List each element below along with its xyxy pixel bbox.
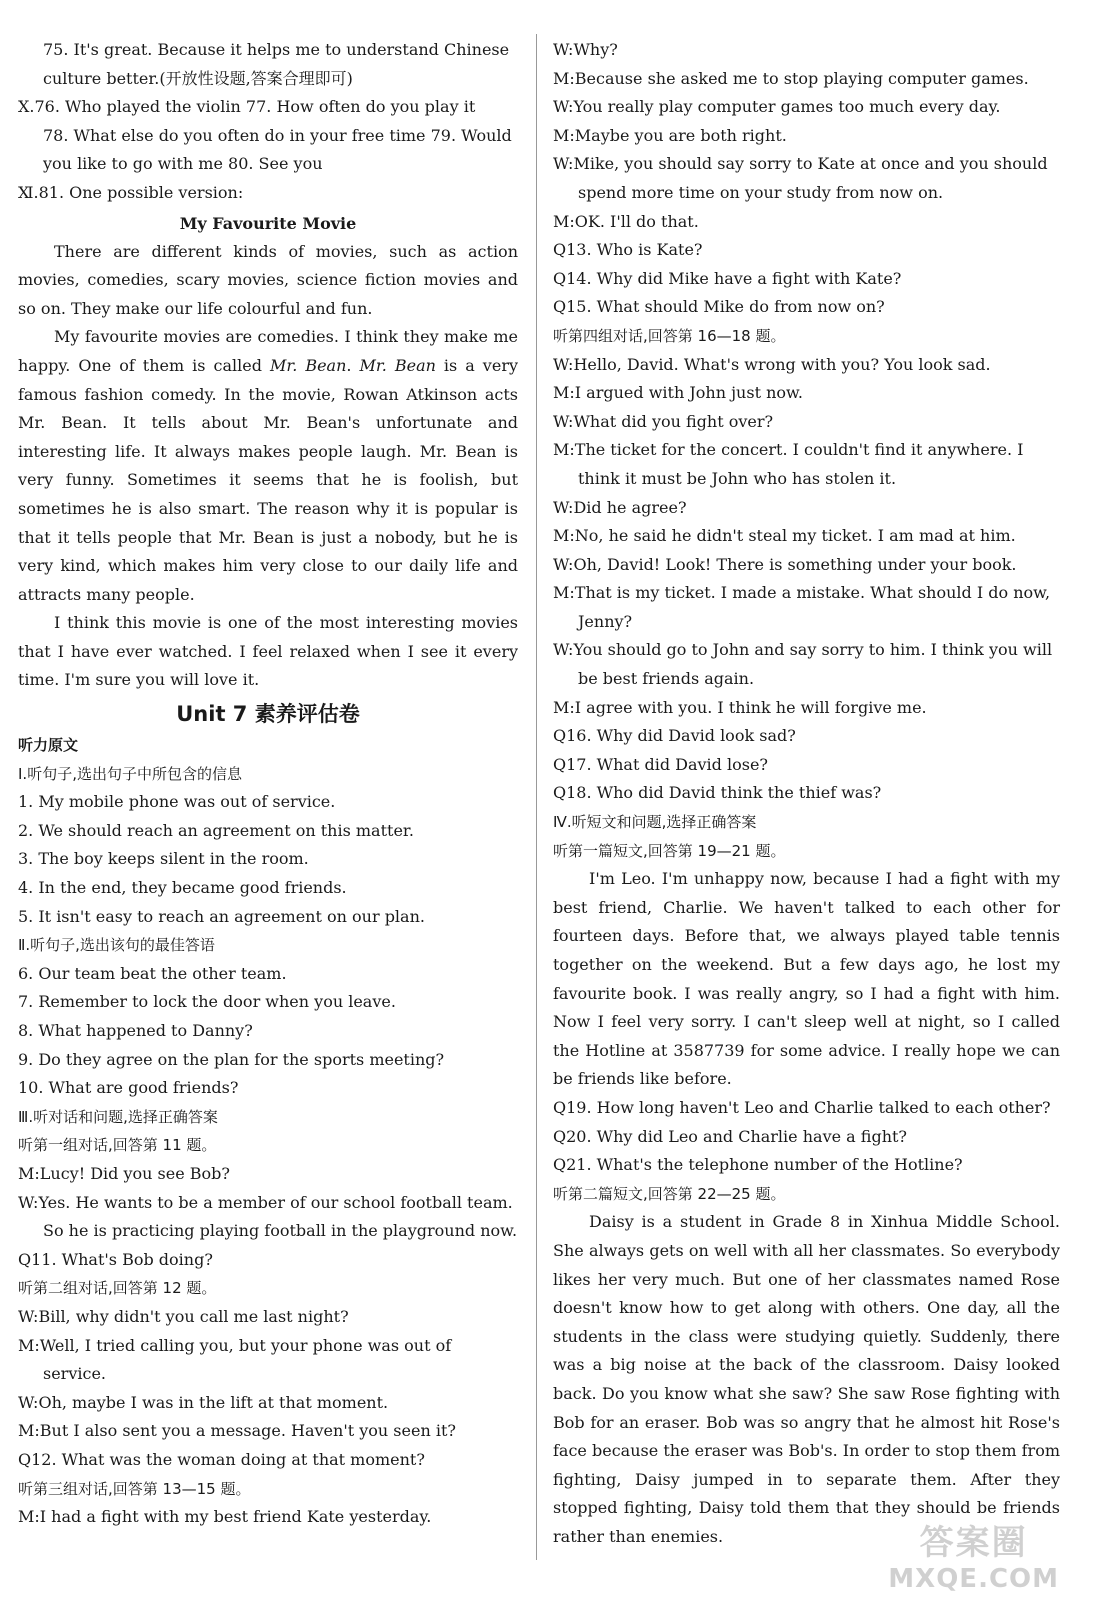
question-15: Q15. What should Mike do from now on?: [553, 297, 885, 317]
watermark: [888, 1515, 1059, 1594]
sentence-8: 8. What happened to Danny?: [18, 1021, 253, 1040]
movie-title: Mr. Bean: [269, 355, 347, 375]
passage-1-text: I'm Leo. I'm unhappy now, because I had a fight with my best friend, Charlie. We haven't talked to each other for fourteen days. Before that, we always played table tennis together on the weekend. But a few days ago, he lost my favourite book. I was really angry, so I had a fight with him. Now I feel very sorry. I can't sleep well at night, so I called the Hotline at 3587739 for some advice. I really hope we can be friends like before.: [553, 869, 1060, 1089]
dialogue-line: W:Did he agree?: [553, 497, 687, 517]
dialogue-line: W:Bill, why didn't you call me last night?: [18, 1306, 349, 1326]
sentence-6: 6. Our team beat the other team.: [18, 963, 287, 983]
essay-title: My Favourite Movie: [179, 213, 357, 233]
question-12: Q12. What was the woman doing at that moment?: [18, 1449, 425, 1469]
answer-75-line2: culture better.(开放性设题,答案合理即可): [43, 68, 353, 88]
passage-1-intro: 听第一篇短文,回答第 19—21 题。: [553, 841, 786, 860]
movie-title: Mr. Bean: [359, 355, 436, 375]
dialogue-line: M:OK. I'll do that.: [553, 211, 699, 231]
dialogue-line: M:Maybe you are both right.: [553, 125, 787, 145]
section-x-line1: Ⅹ.76. Who played the violin 77. How often do you play it: [18, 97, 476, 117]
dialogue-line: M:I had a fight with my best friend Kate yesterday.: [18, 1507, 432, 1527]
section-iv-heading: Ⅳ.听短文和问题,选择正确答案: [553, 813, 757, 832]
sentence-5: 5. It isn't easy to reach an agreement on our plan.: [18, 906, 425, 926]
unit-title: Unit 7 素养评估卷: [176, 702, 360, 727]
essay-paragraph-2: [18, 323, 518, 609]
sentence-2: 2. We should reach an agreement on this matter.: [18, 820, 414, 840]
dialogue-line: W:Hello, David. What's wrong with you? You look sad.: [553, 354, 991, 374]
sentence-4: 4. In the end, they became good friends.: [18, 878, 347, 898]
dialogue-line: W:Why?: [553, 40, 618, 59]
essay-paragraph-3: I think this movie is one of the most interesting movies that I have ever watched. I feel relaxed when I see it every time. I'm sure you will love it.: [18, 613, 518, 690]
dialogue-line: W:What did you fight over?: [553, 411, 774, 431]
left-column: [18, 36, 518, 1580]
sentence-3: 3. The boy keeps silent in the room.: [18, 849, 309, 869]
dialogue-line: W:You should go to John and say sorry to him. I think you will be best friends again.: [553, 640, 1053, 689]
question-13: Q13. Who is Kate?: [553, 240, 703, 260]
section-x-line2: 78. What else do you often do in your free time 79. Would: [43, 125, 512, 145]
column-divider: [536, 34, 537, 1560]
section-i-heading: Ⅰ.听句子,选出句子中所包含的信息: [18, 764, 242, 783]
section-ii-heading: Ⅱ.听句子,选出该句的最佳答语: [18, 936, 215, 955]
answer-75-line1: 75. It's great. Because it helps me to understand Chinese: [43, 40, 510, 59]
dialogue-1-intro: 听第一组对话,回答第 11 题。: [18, 1136, 217, 1155]
dialogue-line: M:The ticket for the concert. I couldn't find it anywhere. I think it must be John who has stolen it.: [553, 440, 1024, 488]
listening-heading: 听力原文: [18, 736, 79, 755]
section-iii-heading: Ⅲ.听对话和问题,选择正确答案: [18, 1107, 218, 1126]
dialogue-line: W:Oh, maybe I was in the lift at that moment.: [18, 1392, 389, 1412]
essay-paragraph-1: There are different kinds of movies, such as action movies, comedies, scary movies, science fiction movies and so on. They make our life colourful and fun.: [18, 241, 518, 318]
sentence-9: 9. Do they agree on the plan for the sports meeting?: [18, 1049, 445, 1069]
section-x-line3: you like to go with me 80. See you: [43, 154, 323, 174]
dialogue-line: W:You really play computer games too much every day.: [553, 97, 1001, 117]
dialogue-3-intro: 听第三组对话,回答第 13—15 题。: [18, 1479, 251, 1498]
question-11: Q11. What's Bob doing?: [18, 1249, 213, 1269]
dialogue-line: M:No, he said he didn't steal my ticket. I am mad at him.: [553, 526, 1016, 546]
dialogue-line: M:I agree with you. I think he will forgive me.: [553, 697, 927, 717]
essay-p2-text-b: .: [346, 355, 360, 375]
essay-p2-text-a: My favourite movies are comedies. I think they make me happy. One of them is called: [18, 327, 518, 375]
dialogue-2-intro: 听第二组对话,回答第 12 题。: [18, 1279, 217, 1298]
question-19: Q19. How long haven't Leo and Charlie talked to each other?: [553, 1097, 1051, 1117]
section-xi: Ⅺ.81. One possible version:: [18, 182, 244, 202]
question-21: Q21. What's the telephone number of the Hotline?: [553, 1155, 963, 1175]
dialogue-line: W:Mike, you should say sorry to Kate at once and you should spend more time on your study from now on.: [553, 154, 1048, 202]
question-16: Q16. Why did David look sad?: [553, 726, 796, 746]
watermark-logo: 答案圈: [919, 1523, 1028, 1563]
dialogue-line: M:Well, I tried calling you, but your phone was out of service.: [18, 1335, 452, 1384]
question-17: Q17. What did David lose?: [553, 754, 768, 774]
dialogue-line: W:Oh, David! Look! There is something under your book.: [553, 554, 1017, 574]
dialogue-line: W:Yes. He wants to be a member of our school football team. So he is practicing playing football in the playground now.: [18, 1192, 518, 1241]
question-18: Q18. Who did David think the thief was?: [553, 783, 882, 803]
sentence-1: 1. My mobile phone was out of service.: [18, 792, 336, 812]
dialogue-line: M:I argued with John just now.: [553, 383, 803, 403]
right-column: [553, 36, 1060, 1580]
watermark-url: MXQE.COM: [888, 1564, 1059, 1594]
question-14: Q14. Why did Mike have a fight with Kate?: [553, 268, 902, 288]
essay-p2-text-c: is a very famous fashion comedy. In the movie, Rowan Atkinson acts Mr. Bean. It tells about Mr. Bean's unfortunate and interesting life. It always makes people laugh. Mr. Bean is very funny. Sometimes it seems that he is foolish, but sometimes he is also smart. The reason why it is popular is that it tells people that Mr. Bean is just a nobody, but he is very kind, which makes him very close to our daily life and attracts many people.: [18, 355, 519, 604]
dialogue-line: M:Because she asked me to stop playing computer games.: [553, 68, 1029, 88]
passage-2-text: Daisy is a student in Grade 8 in Xinhua Middle School. She always gets on well with all her classmates. So everybody likes her very much. But one of her classmates named Rose doesn't know how to get along with others. One day, all the students in the class were studying quietly. Suddenly, there was a big noise at the back of the classroom. Daisy looked back. Do you know what she saw? She saw Rose fighting with Bob for an eraser. Bob was so angry that he almost hit Rose's face because the eraser was Bob's. In order to stop them from fighting, Daisy jumped in to separate them. After they stopped fighting, Daisy told them that they should be friends rather than enemies.: [553, 1212, 1060, 1546]
dialogue-4-intro: 听第四组对话,回答第 16—18 题。: [553, 326, 786, 345]
question-20: Q20. Why did Leo and Charlie have a fight?: [553, 1126, 908, 1146]
sentence-10: 10. What are good friends?: [18, 1078, 239, 1098]
dialogue-line: M:That is my ticket. I made a mistake. What should I do now, Jenny?: [553, 583, 1051, 631]
passage-2-intro: 听第二篇短文,回答第 22—25 题。: [553, 1184, 786, 1203]
dialogue-line: M:Lucy! Did you see Bob?: [18, 1163, 230, 1183]
sentence-7: 7. Remember to lock the door when you leave.: [18, 992, 396, 1012]
dialogue-line: M:But I also sent you a message. Haven't you seen it?: [18, 1421, 456, 1441]
